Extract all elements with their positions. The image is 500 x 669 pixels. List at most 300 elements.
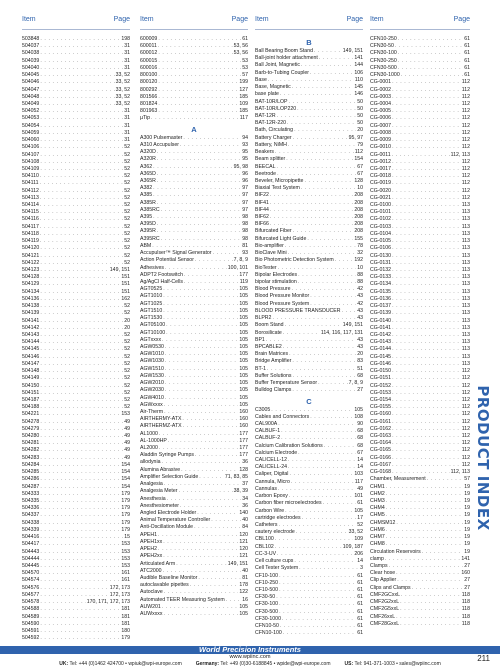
leader-dots <box>270 200 354 207</box>
entry-name: 504282 <box>22 447 40 454</box>
entry-name: CG-0151 <box>370 375 392 382</box>
entry-page: 109 <box>354 536 363 543</box>
leader-dots <box>287 120 356 127</box>
entry-name: BIF22 <box>255 192 269 199</box>
leader-dots <box>40 354 123 361</box>
leader-dots <box>266 337 356 344</box>
entry-page: 52 <box>124 230 130 237</box>
entry-page: 27 <box>464 577 470 584</box>
leader-dots <box>288 464 356 471</box>
footer-url[interactable]: www.wpiinc.com <box>229 654 271 660</box>
entry-page: 112 <box>461 375 470 382</box>
index-entry <box>370 383 470 390</box>
leader-dots <box>392 195 461 202</box>
index-entry <box>140 72 248 79</box>
entry-name: CG-0006 <box>370 115 392 122</box>
index-entry <box>255 120 363 127</box>
index-entry <box>140 58 248 65</box>
entry-page: 112 <box>461 194 470 201</box>
leader-dots <box>167 496 242 503</box>
entry-page: 19 <box>464 526 470 533</box>
entry-name: AGT1025 <box>140 300 163 307</box>
entry-page: 68 <box>357 435 363 442</box>
index-entry <box>22 253 130 260</box>
entry-name: 504333 <box>22 490 40 497</box>
entry-page: 149, 151 <box>227 560 248 567</box>
entry-name: Carbon Wire <box>255 507 285 514</box>
entry-name: CF10-500 <box>255 586 279 593</box>
entry-name: CG-0143 <box>370 339 392 346</box>
entry-name: 504588 <box>22 606 40 613</box>
entry-page: 88 <box>357 271 363 278</box>
entry-name: 504286 <box>22 476 40 483</box>
entry-page: 95, 97 <box>348 134 363 141</box>
entry-page: 118 <box>461 613 470 620</box>
entry-page: 33, 52 <box>348 529 363 536</box>
leader-dots <box>184 279 239 286</box>
entry-page: 52 <box>124 339 130 346</box>
index-entry <box>370 318 470 325</box>
entry-name: 800100 <box>140 72 158 79</box>
entry-page: 112 <box>461 93 470 100</box>
leader-dots <box>392 296 461 303</box>
entry-page: 103 <box>354 471 363 478</box>
entry-page: 10 <box>357 264 363 271</box>
entry-page: 113 <box>461 281 470 288</box>
entry-name: AGW1510 <box>140 365 164 372</box>
leader-dots <box>392 245 461 252</box>
leader-dots <box>392 447 461 454</box>
index-entry <box>140 185 248 192</box>
entry-name: 504111 <box>22 180 39 187</box>
index-entry <box>255 486 363 493</box>
entry-name: BP1 <box>255 336 265 343</box>
entry-name: 504578 <box>22 599 40 606</box>
leader-dots <box>198 575 241 582</box>
index-entry <box>22 216 130 223</box>
entry-name: autoclavable pipettes <box>140 582 189 589</box>
entry-page: 162 <box>121 295 130 302</box>
entry-name: A395RC <box>140 235 160 242</box>
entry-name: Audible Baseline Monitor <box>140 574 198 581</box>
leader-dots <box>40 267 108 274</box>
index-entry <box>255 351 363 358</box>
entry-name: CFN30-250 <box>370 57 397 64</box>
leader-dots <box>392 346 461 353</box>
index-entry <box>140 301 248 308</box>
leader-dots <box>392 115 461 122</box>
entry-page: 49 <box>124 440 130 447</box>
index-entry <box>22 368 130 375</box>
entry-page: 68 <box>357 428 363 435</box>
entry-name: 504150 <box>22 382 40 389</box>
entry-page: 61 <box>357 623 363 630</box>
index-entry <box>22 94 130 101</box>
index-entry <box>22 303 130 310</box>
index-entry <box>370 440 470 447</box>
entry-page: 153 <box>121 562 130 569</box>
leader-dots <box>40 361 123 368</box>
entry-name: AGW4010 <box>140 394 164 401</box>
entry-page: 112 <box>461 187 470 194</box>
entry-page: 88 <box>357 279 363 285</box>
entry-name: CG-0137 <box>370 303 392 310</box>
entry-name: 504110 <box>22 173 39 180</box>
entry-page: 43 <box>357 343 363 350</box>
entry-page: 105 <box>239 293 248 300</box>
index-entry <box>140 94 248 101</box>
entry-page: 108 <box>354 413 363 420</box>
leader-dots <box>285 322 342 329</box>
leader-dots <box>40 43 123 50</box>
leader-dots <box>158 94 238 101</box>
index-entry <box>140 322 248 329</box>
entry-page: 19 <box>464 498 470 504</box>
leader-dots <box>40 188 123 195</box>
index-entry <box>370 346 470 353</box>
leader-dots <box>165 366 238 373</box>
entry-name: 504146 <box>22 353 40 360</box>
index-entry <box>140 330 248 337</box>
entry-name: CG-0163 <box>370 433 392 440</box>
entry-name: Carbon fiber microelectrodes <box>255 500 322 507</box>
index-entry <box>140 228 248 235</box>
entry-page: 33, 52 <box>115 72 130 79</box>
entry-name: CG-0021 <box>370 194 392 201</box>
index-entry <box>255 257 363 264</box>
entry-page: 50 <box>357 112 363 119</box>
entry-page: 128 <box>239 466 248 473</box>
entry-name: 600012 <box>140 50 158 57</box>
entry-page: 178 <box>239 582 248 589</box>
entry-page: 113 <box>461 360 470 367</box>
leader-dots <box>392 216 461 223</box>
entry-page: 98 <box>242 221 248 228</box>
item-header: Item <box>22 16 36 23</box>
side-tab-label: PRODUCT INDEX <box>474 385 492 531</box>
leader-dots <box>398 65 463 72</box>
entry-page: 105 <box>239 611 248 618</box>
index-entry <box>255 127 363 134</box>
index-entry <box>370 541 470 548</box>
index-entry <box>255 77 363 84</box>
entry-page: 95 <box>242 149 248 156</box>
entry-page: 105 <box>239 300 248 307</box>
index-entry <box>22 354 130 361</box>
leader-dots <box>40 462 120 469</box>
index-entry <box>255 344 363 351</box>
entry-page: 81 <box>242 574 248 581</box>
entry-page: 61 <box>242 36 248 42</box>
entry-name: BLPR2 <box>255 315 272 322</box>
entry-page: 20 <box>357 351 363 358</box>
leader-dots <box>40 440 123 447</box>
leader-dots <box>40 556 120 563</box>
entry-name: APEH2 <box>140 546 158 553</box>
entry-name: CC-3-UV <box>255 550 277 557</box>
leader-dots <box>392 94 461 101</box>
leader-dots <box>392 253 461 260</box>
index-entry <box>370 563 470 570</box>
leader-dots <box>179 488 233 495</box>
leader-dots <box>392 411 461 418</box>
leader-dots <box>392 101 461 108</box>
index-entry <box>140 50 248 57</box>
leader-dots <box>392 325 461 332</box>
index-entry <box>22 173 130 180</box>
page-header: Page <box>231 16 248 23</box>
entry-name: CF30-1000 <box>255 615 281 622</box>
entry-name: Caliper, Digital <box>255 471 289 478</box>
leader-dots <box>392 339 461 346</box>
entry-page: 154 <box>354 156 363 163</box>
entry-page: 31 <box>124 122 130 129</box>
page-header: Page <box>113 16 130 23</box>
entry-page: 52 <box>124 194 130 201</box>
leader-dots <box>40 469 120 476</box>
entry-page: 52 <box>124 202 130 209</box>
entry-name: 504416 <box>22 534 40 541</box>
index-entry <box>370 267 470 274</box>
leader-dots <box>279 601 356 608</box>
index-entry <box>22 505 130 512</box>
entry-page: 31 <box>124 50 130 57</box>
leader-dots <box>40 209 123 216</box>
entry-name: AGW1030 <box>140 358 164 365</box>
leader-dots <box>163 293 238 300</box>
index-entry <box>255 55 363 62</box>
entry-name: BIF44 <box>255 206 269 213</box>
index-entry <box>370 354 470 361</box>
entry-name: 504118 <box>22 230 39 237</box>
index-entry <box>255 207 363 214</box>
entry-name: Clip Applier <box>370 577 397 584</box>
index-entry <box>370 310 470 317</box>
entry-page: 114, 116, 117, 131 <box>320 329 363 336</box>
leader-dots <box>386 491 464 498</box>
leader-dots <box>159 431 238 438</box>
index-entry <box>140 351 248 358</box>
entry-name: 504151 <box>22 389 40 396</box>
entry-page: 43 <box>357 293 363 300</box>
leader-dots <box>40 274 120 281</box>
leader-dots <box>40 527 120 534</box>
index-entry <box>22 289 130 296</box>
index-entry <box>370 498 470 505</box>
index-entry <box>22 339 130 346</box>
index-entry <box>255 178 363 185</box>
leader-dots <box>166 322 238 329</box>
entry-name: Analgesia <box>140 481 163 488</box>
index-entry <box>140 65 248 72</box>
entry-name: 600016 <box>140 64 158 71</box>
leader-dots <box>277 171 356 178</box>
entry-page: 113 <box>461 245 470 252</box>
leader-dots <box>293 135 348 142</box>
entry-name: Action Potential Sensor <box>140 257 194 264</box>
entry-page: 16 <box>242 596 248 603</box>
entry-page: 181 <box>121 620 130 627</box>
index-entry <box>140 265 248 272</box>
index-entry <box>22 180 130 187</box>
entry-page: 61 <box>464 36 470 42</box>
index-entry <box>255 609 363 616</box>
index-entry <box>22 621 130 628</box>
leader-dots <box>40 491 120 498</box>
entry-page: 112 <box>461 433 470 440</box>
entry-name: 504045 <box>22 72 40 79</box>
leader-dots <box>296 529 348 536</box>
entry-name: 504335 <box>22 498 40 504</box>
index-entry <box>22 534 130 541</box>
index-entry <box>370 65 470 72</box>
leader-dots <box>40 101 114 108</box>
leader-dots <box>153 214 241 221</box>
entry-page: 118 <box>461 599 470 606</box>
entry-page: 177 <box>239 452 248 459</box>
index-entry <box>22 462 130 469</box>
leader-dots <box>40 180 124 187</box>
entry-name: BAT-12R-220 <box>255 120 287 127</box>
entry-page: 153 <box>121 411 130 418</box>
entry-page: 83 <box>357 358 363 365</box>
entry-name: 504278 <box>22 418 40 425</box>
entry-name: 504281 <box>22 440 40 447</box>
entry-name: 504444 <box>22 555 40 562</box>
leader-dots <box>180 142 241 149</box>
entry-page: 51 <box>357 365 363 372</box>
entry-name: Amplifier Selection Guide <box>140 473 199 480</box>
entry-page: 112 <box>461 122 470 129</box>
leader-dots <box>396 614 461 621</box>
leader-dots <box>197 510 238 517</box>
leader-dots <box>40 87 114 94</box>
index-entry <box>255 457 363 464</box>
index-entry <box>255 322 363 329</box>
entry-name: AGWxxxx <box>140 401 163 408</box>
leader-dots <box>392 87 461 94</box>
entry-name: Clips and Clamps <box>370 584 411 591</box>
entry-name: 504139 <box>22 310 40 317</box>
entry-name: Anesthesiometer <box>140 502 179 509</box>
entry-name: CHM1 <box>370 483 385 490</box>
leader-dots <box>40 541 120 548</box>
entry-page: 177 <box>239 437 248 444</box>
leader-dots <box>298 450 356 457</box>
leader-dots <box>396 570 460 577</box>
entry-page: 113 <box>461 216 470 223</box>
leader-dots <box>181 467 238 474</box>
leader-dots <box>392 354 461 361</box>
entry-name: 504574 <box>22 577 40 584</box>
index-entry <box>140 568 248 575</box>
entry-name: CF30-100 <box>255 601 279 608</box>
leader-dots <box>40 152 123 159</box>
index-entry <box>22 274 130 281</box>
index-entry <box>140 452 248 459</box>
entry-name: Anti-Oscillation Module <box>140 524 194 531</box>
entry-name: AGW1010 <box>140 351 164 358</box>
leader-dots <box>40 476 120 483</box>
entry-page: 208 <box>354 206 363 213</box>
entry-name: CG-0142 <box>370 331 392 338</box>
entry-page: 33, 52 <box>115 93 130 100</box>
index-entry <box>140 510 248 517</box>
entry-page: 95, 98 <box>233 163 248 170</box>
entry-page: 33, 52 <box>115 86 130 93</box>
entry-name: AGT1530 <box>140 315 163 322</box>
leader-dots <box>163 301 238 308</box>
leader-dots <box>283 330 320 337</box>
index-entry <box>140 387 248 394</box>
leader-dots <box>40 310 123 317</box>
index-entry <box>255 70 363 77</box>
index-entry <box>255 358 363 365</box>
leader-dots <box>289 471 353 478</box>
leader-dots <box>268 77 354 84</box>
entry-name: AGW2030 <box>140 387 164 394</box>
index-entry <box>140 171 248 178</box>
entry-name: CG-0020 <box>370 187 392 194</box>
leader-dots <box>40 614 120 621</box>
index-entry <box>370 159 470 166</box>
entry-name: Barb-to-Tubing Coupler <box>255 69 310 76</box>
entry-page: 19 <box>464 505 470 512</box>
entry-page: 119 <box>239 279 248 285</box>
index-entry <box>140 344 248 351</box>
entry-name: 504059 <box>22 129 40 136</box>
index-entry <box>370 520 470 527</box>
index-entry <box>370 332 470 339</box>
entry-page: 113 <box>461 310 470 317</box>
leader-dots <box>40 390 123 397</box>
entry-page: 61 <box>357 630 363 637</box>
index-entry <box>140 43 248 50</box>
leader-dots <box>152 243 241 250</box>
entry-name: BIF66 <box>255 221 269 228</box>
index-entry <box>255 421 363 428</box>
index-entry <box>22 599 130 606</box>
leader-dots <box>302 515 357 522</box>
entry-page: 14 <box>357 464 363 471</box>
entry-name: CF30-50 <box>255 594 276 601</box>
leader-dots <box>392 361 461 368</box>
entry-name: 504577 <box>22 591 40 598</box>
index-entry <box>140 597 248 604</box>
entry-page: 185 <box>239 93 248 100</box>
entry-name: Borosilicate <box>255 329 282 336</box>
leader-dots <box>40 253 123 260</box>
entry-page: 151 <box>121 288 130 295</box>
entry-page: 112 <box>461 418 470 425</box>
leader-dots <box>40 202 123 209</box>
leader-dots <box>40 216 123 223</box>
entry-name: cautery electrode <box>255 529 295 536</box>
entry-page: 52 <box>124 346 130 353</box>
entry-page: 17 <box>357 514 363 521</box>
leader-dots <box>195 452 238 459</box>
entry-page: 109, 187 <box>342 543 363 550</box>
leader-dots <box>199 474 224 481</box>
entry-page: 113 <box>461 324 470 331</box>
entry-name: Bifurcated Light Guide <box>255 235 307 242</box>
entry-name: AGW1530 <box>140 372 164 379</box>
index-entry <box>22 476 130 483</box>
leader-dots <box>293 373 357 380</box>
leader-dots <box>301 62 353 69</box>
leader-dots <box>386 541 464 548</box>
entry-name: 504128 <box>22 274 40 281</box>
